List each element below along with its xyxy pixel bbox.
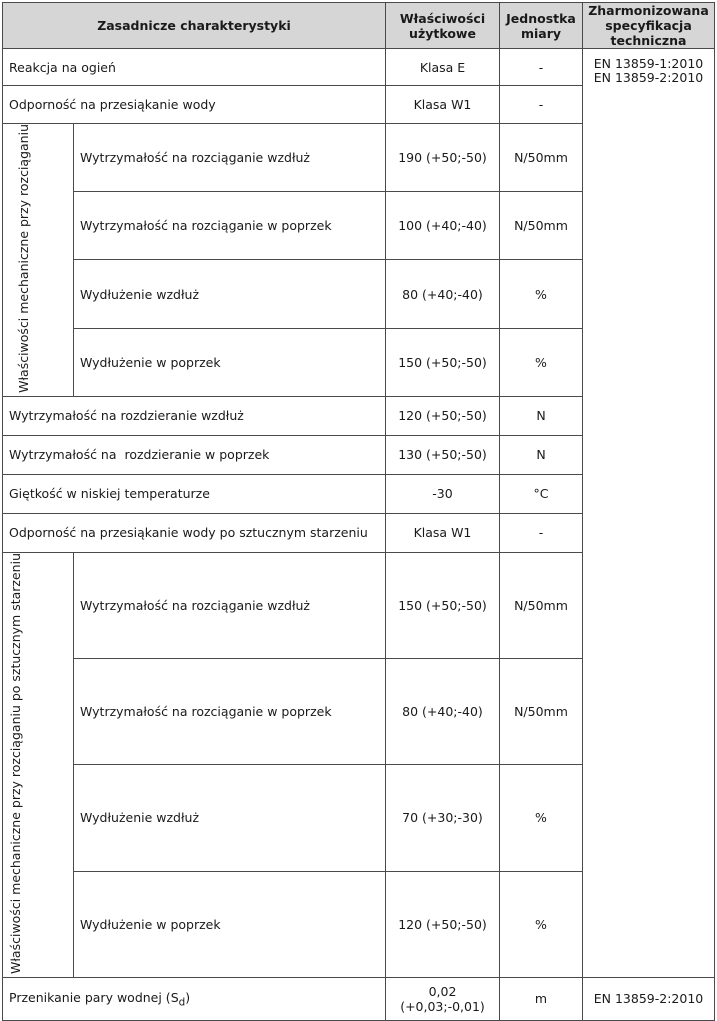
mech-group-label [3,124,74,397]
row-unit: N/50mm [500,192,583,260]
row-value: 0,02 (+0,03;-0,01) [386,977,500,1020]
row-name-text: Przenikanie pary wodnej (S [9,989,179,1005]
row-name: Odporność na przesiąkanie wody po sztucznym starzeniu [3,513,386,552]
header-characteristics: Zasadnicze charakterystyki [3,3,386,49]
row-unit: N/50mm [500,124,583,192]
row-name: Wytrzymałość na rozciąganie w poprzek [74,659,386,765]
row-value: 70 (+30;-30) [386,765,500,871]
row-unit: - [500,86,583,124]
row-name: Wydłużenie w poprzek [74,328,386,396]
row-name: Giętkość w niskiej temperaturze [3,474,386,513]
row-value: 150 (+50;-50) [386,328,500,396]
header-row [3,3,715,49]
row-name-close: ) [185,989,191,1005]
spec-line: EN 13859-1:2010 [593,56,704,71]
row-value: 150 (+50;-50) [386,552,500,658]
row-unit: N/50mm [500,659,583,765]
row-unit: % [500,871,583,977]
row-value: 130 (+50;-50) [386,435,500,474]
row-unit: - [500,49,583,86]
row-name: Odporność na przesiąkanie wody [3,86,386,124]
row-name: Wytrzymałość na rozciąganie w poprzek [74,192,386,260]
row-value: 100 (+40;-40) [386,192,500,260]
row-name: Reakcja na ogień [3,49,386,86]
row-unit: N [500,396,583,435]
row-value: 120 (+50;-50) [386,396,500,435]
row-unit: % [500,765,583,871]
row-value: Klasa E [386,49,500,86]
spec-line: EN 13859-2:2010 [593,70,704,85]
row-spec: EN 13859-2:2010 [583,977,715,1020]
row-name: Wytrzymałość na rozdzieranie w poprzek [3,435,386,474]
row-name: Wydłużenie wzdłuż [74,765,386,871]
row-name: Wydłużenie wzdłuż [74,260,386,328]
spec-cell [583,49,715,978]
row-value: 120 (+50;-50) [386,871,500,977]
row-value: Klasa W1 [386,513,500,552]
table-row [3,49,715,86]
row-name: Wytrzymałość na rozciąganie wzdłuż [74,552,386,658]
row-unit: N/50mm [500,552,583,658]
header-unit: Jednostka miary [500,3,583,49]
row-unit: °C [500,474,583,513]
row-name [3,977,386,1020]
header-performance: Właściwości użytkowe [386,3,500,49]
group-label-text: Właściwości mechaniczne przy rozciąganiu [16,124,31,393]
row-value: -30 [386,474,500,513]
row-name: Wytrzymałość na rozciąganie wzdłuż [74,124,386,192]
row-unit: m [500,977,583,1020]
row-unit: % [500,260,583,328]
aged-group-label [3,552,74,977]
row-value: 80 (+40;-40) [386,260,500,328]
row-value: Klasa W1 [386,86,500,124]
row-name: Wydłużenie w poprzek [74,871,386,977]
row-value: 190 (+50;-50) [386,124,500,192]
row-name-subscript: d [178,996,186,1009]
row-unit: N [500,435,583,474]
header-spec: Zharmonizowana specyfikacja techniczna [583,3,715,49]
characteristics-table [2,2,715,1021]
row-name: Wytrzymałość na rozdzieranie wzdłuż [3,396,386,435]
group-label-text: Właściwości mechaniczne przy rozciąganiu po sztucznym starzeniu [8,552,23,974]
row-value: 80 (+40;-40) [386,659,500,765]
table-row [3,977,715,1020]
row-unit: % [500,328,583,396]
row-unit: - [500,513,583,552]
